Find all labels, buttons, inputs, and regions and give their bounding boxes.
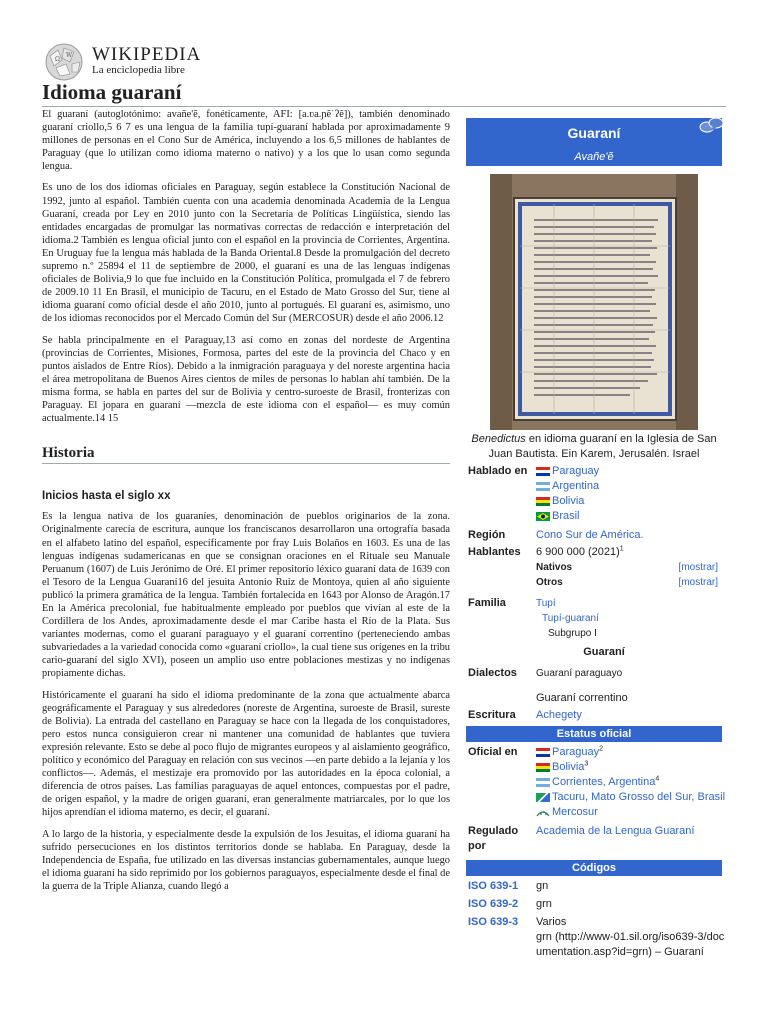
page-title: Idioma guaraní [42, 80, 182, 104]
dialect-paraguayo[interactable]: Guaraní paraguayo [536, 668, 623, 679]
history-paragraph-1: Es la lengua nativa de los guaraníes, denominación de pueblos originarios de la zona. Originalmente carecía de escritura, aunque los franciscanos desarrollaron una ortografía basada en el alfabeto latino del español, específicamente por fray Luis Bolaños en 1603. Es una de las lenguas indígenas sudamericanas en que se consignan oraciones en el Rituale seu Manuale Peruanum (1607) de Luis Jerónimo de Oré. El primer repositorio léxico guaraní data de 1639 con el Tesoro de la Lengua Guaraní16 del jesuita Antonio Ruiz de Montoya, quien al año siguiente publicó la primera gramática de la lengua. También fortalecida en 1643 por Alonso de Aragón.17 En la América precolonial, fue habitualmente empleado por pueblos que vivían al este de la Cordillera de los Andes, aproximadamente desde el mar Caribe hasta el Río de la Plata. Sus variantes modernas, como el guaraní paraguayo y el guaraní correntino (perteneciendo ambas subvariedades a la variedad conocida como «guaraní criollo», la cual tiene sus orígenes en la tribu cario-guaraní del siglo XVI), poseen un amplio uso entre poblaciones mestizas y no indígenas propiamente dichas. [42, 511, 450, 680]
country-bolivia[interactable]: Bolivia [536, 494, 726, 509]
bolivia-flag-icon [536, 763, 550, 772]
family-tupi-guarani[interactable]: Tupí-guaraní [542, 613, 599, 624]
bolivia-flag-icon [536, 497, 550, 506]
history-paragraph-3: A lo largo de la historia, y especialmente desde la expulsión de los Jesuitas, el idioma guaraní ha sufrido persecuciones en los distintos territorios donde se hablaba. En Paraguay, desde la Independencia de España, fue utilizado en las diversas instancias gubernamentales, aunque luego el idioma guaraní ha sido reprimido por los gobiernos paraguayos, especialmente desde el final de la guerra de la Triple Alianza, cuando llegó a [42, 828, 450, 892]
official-paraguay[interactable]: Paraguay$^2$ [536, 745, 726, 760]
wikipedia-tagline: La enciclopedia libre [92, 64, 185, 76]
country-argentina[interactable]: Argentina [536, 479, 726, 494]
svg-text:W: W [66, 52, 73, 59]
paraguay-flag-icon [536, 748, 550, 757]
row-oficial-en: Oficial en Paraguay$^2$ Bolivia$^3$ Corrientes, Argentina$^4$ Tacuru, Mato Grosso del Sur, Brasil Mercosur [468, 745, 726, 818]
family-subgroup: Subgrupo I [548, 628, 597, 639]
argentina-flag-icon [536, 482, 550, 491]
mostrar-nativos-toggle[interactable]: [mostrar] [678, 562, 718, 573]
official-bolivia[interactable]: Bolivia$^3$ [536, 760, 726, 775]
family-tupi[interactable]: Tupí [536, 598, 556, 609]
paraguay-flag-icon [536, 467, 550, 476]
official-mercosur[interactable]: Mercosur [536, 805, 726, 820]
geography-paragraph: Se habla principalmente en el Paraguay,13 así como en zonas del nordeste de Argentina (provincias de Corrientes, Misiones, Formosa, partes del este de la provincia del Chaco y en puntos aislados de Entre Ríos). Debido a la inmigración paraguaya y del noreste argentina hacia el área metropolitana de Buenos Aires cientos de miles de personas lo hablan ahí también. De la misma forma, se habla en partes del sur de Bolivia y centro-suroeste de Brasil, fronterizas con Paraguay. El jopara en guaraní —mezcla de este idioma con el español— es muy común actualmente.14 15 [42, 334, 450, 425]
mercosur-flag-icon [536, 808, 550, 817]
intro-paragraph: El guaraní (autoglotónimo: avañe'ẽ, fonéticamente, AFI: [a.ʋa.ɲẽˈʔẽ]), también denominado guaraní criollo,5 6 7 es una lengua de la familia tupí-guaraní hablada por aproximadamente 9 millones de personas en el Cono Sur de América, incluyendo a los 6,5 millones de hablantes de Paraguay (que lo utilizan como idioma materno o nativo) y a los que lo usan como segunda lengua. [42, 109, 450, 173]
wikipedia-wordmark: WIKIPEDIA [92, 44, 202, 65]
corrientes-flag-icon [536, 778, 550, 787]
language-infobox [462, 114, 726, 960]
dialect-correntino[interactable]: Guaraní correntino [536, 692, 628, 704]
infobox-title: Guaraní [466, 118, 722, 148]
row-iso-639-2: ISO 639-2 grn [468, 898, 552, 910]
row-region: Región Cono Sur de América. [468, 529, 644, 541]
speech-bubbles-icon [698, 116, 724, 136]
wikipedia-globe-icon[interactable] [42, 40, 86, 84]
image-caption: Benedictus en idioma guaraní en la Iglesia de San Juan Bautista. Ein Karem, Jerusalén. Israel [471, 433, 717, 460]
mostrar-otros-toggle[interactable]: [mostrar] [678, 577, 718, 588]
row-dialectos: Dialectos Guaraní paraguayo Guaraní correntino [462, 666, 726, 706]
section-heading-historia: Historia [42, 447, 450, 464]
mato-grosso-do-sul-flag-icon [536, 793, 550, 802]
country-brasil[interactable]: Brasil [536, 509, 726, 524]
row-familia: Familia Tupí Tupí-guaraní Subgrupo I [462, 596, 726, 641]
row-iso-639-3: ISO 639-3 Varios grn (http://www-01.sil.org/iso639-3/documentation.asp?id=grn) – Guaraní [468, 916, 725, 958]
row-hablantes: Hablantes 6 900 000 $(2021)^1$ [468, 545, 624, 558]
official-tacuru[interactable]: Tacuru, Mato Grosso del Sur, Brasil [536, 790, 726, 805]
svg-text:Ω: Ω [55, 56, 60, 63]
row-otros: Otros [mostrar] [536, 577, 718, 588]
official-status-paragraph: Es uno de los dos idiomas oficiales en Paraguay, según establece la Constitución Nacional de 1992, junto al español. También cuenta con una academia denominada Academia de la Lengua Guaraní, creada por Ley en 2010 junto con la Secretaría de Políticas Lingüística, siendo las entidades encargadas de promulgar las normativas correctas de redacción e interpretación del idioma.2 También es lengua oficial junto con el español en la provincia de Corrientes, Argentina. En Uruguay fue la lengua más hablada de la Banda Oriental.8 Desde la promulgación del decreto supremo n.º 25894 el 11 de septiembre de 2000, el guaraní es una de las lenguas indígenas oficiales de Bolivia,9 lo que fue incluido en la Constitución Política, promulgada el 7 de febrero de 2009.10 11 En Brasil, el municipio de Tacuru, en el Estado de Mato Grosso del Sur, tiene al idioma guaraní como oficial desde el año 2010, junto al portugués. El guaraní es, asimismo, uno de los idiomas reconocidos por el Mercado Común del Sur (MERCOSUR) desde el año 2006.12 [42, 182, 450, 325]
row-iso-639-1: ISO 639-1 gn [468, 880, 549, 892]
official-corrientes[interactable]: Corrientes, Argentina$^4$ [536, 775, 726, 790]
history-paragraph-2: Históricamente el guaraní ha sido el idioma predominante de la zona que actualmente abarca geográficamente el Paraguay y sus alrededores (noreste de Argentina, suroeste de Brasil, sureste de Bolivia). La entrada del castellano en Paraguay se hace con la llegada de los conquistadores, pero estos nunca consiguieron crear ni mantener una comunidad de hablantes que tuviera expresión relevante. Esto se debe al poco flujo de migrantes europeos y al aislamiento geográfico, político y económico del Paraguay en relación con sus vecinos —en parte debido a la lejanía y los conflictos—. Además, el mestizaje era promovido por las autoridades en la época colonial, a diferencia de otros países. Las familias paraguayas de aquel entonces, compuestas por el padre, de origen español, y la madre de origen guaraní, eran generalmente matriarcales, por lo que los hijos aprendían el idioma materno, es decir, el guaraní. [42, 689, 450, 819]
row-escritura: Escritura Achegety [468, 709, 582, 721]
section-estatus-oficial: Estatus oficial [466, 726, 722, 742]
benedictus-tiles-image[interactable] [490, 174, 698, 430]
subsection-heading-inicios: Inicios hasta el siglo xx [42, 490, 171, 503]
wikipedia-header[interactable] [42, 40, 342, 76]
brazil-flag-icon [536, 512, 550, 521]
section-codigos: Códigos [466, 860, 722, 876]
infobox-native-name: Avañe'ẽ [466, 148, 722, 166]
iso-639-3-link[interactable]: grn (http://www-01.sil.org/iso639-3/documentation.asp?id=grn) – Guaraní [536, 931, 725, 958]
row-hablado-en: Hablado en Paraguay Argentina Bolivia Brasil [462, 464, 726, 524]
row-guarani-family-node: Guaraní [583, 646, 625, 658]
title-divider [42, 106, 726, 107]
row-regulado-por: Regulado por Academia de la Lengua Guaraní [468, 825, 695, 852]
country-paraguay[interactable]: Paraguay [536, 464, 726, 479]
row-nativos: Nativos [mostrar] [536, 562, 718, 573]
article-body [42, 108, 450, 901]
